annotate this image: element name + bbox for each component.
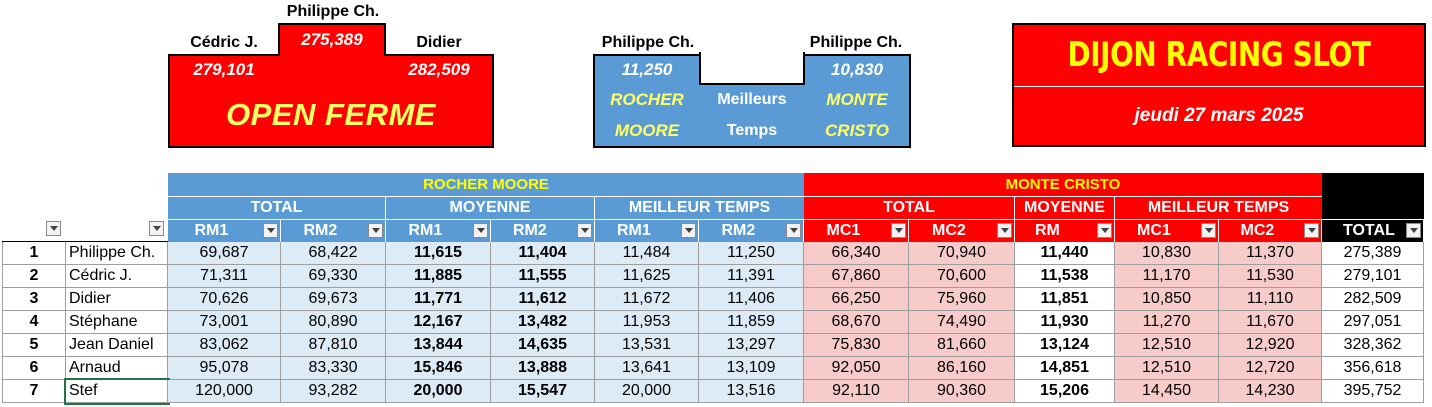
value-cell: 14,635 [491,334,595,357]
value-cell: 14,450 [1115,380,1219,403]
best-times-left-track-1: ROCHER [610,90,684,109]
value-cell: 14,230 [1219,380,1322,403]
value-cell: 90,360 [909,380,1015,403]
value-cell: 20,000 [595,380,699,403]
subheader-moyenne-mc [1015,197,1114,219]
value-cell: 83,062 [168,334,281,357]
group-header-monte-cristo-label: MONTE CRISTO [1005,176,1121,193]
value-cell: 11,612 [491,288,595,311]
value-cell: 13,516 [699,380,804,403]
group-header-rocher-moore-label: ROCHER MOORE [423,176,549,193]
filter-dropdown-button[interactable] [1406,223,1421,238]
podium-second-name: Cédric J. [190,34,258,51]
value-cell: 75,960 [909,288,1015,311]
value-cell: 73,001 [168,311,281,334]
value-cell: 13,641 [595,357,699,380]
subheader-total-mc [804,197,1014,219]
column-header-label: RM [1035,222,1060,239]
value-cell: 74,490 [909,311,1015,334]
driver-name-cell: Stéphane [66,311,168,334]
value-cell: 11,625 [595,265,699,288]
value-cell: 12,920 [1219,334,1322,357]
value-cell: 70,626 [168,288,281,311]
value-cell: 11,270 [1115,311,1219,334]
subheader-moyenne-rm-label: MOYENNE [449,199,531,216]
value-cell: 80,890 [281,311,386,334]
rank-cell: 6 [2,357,66,380]
club-divider [1014,86,1424,87]
subheader-total-rm [168,197,385,219]
value-cell: 356,618 [1322,357,1424,380]
filter-dropdown-button[interactable] [473,223,488,238]
value-cell: 395,752 [1322,380,1424,403]
value-cell: 66,250 [804,288,909,311]
filter-dropdown-button[interactable] [891,223,906,238]
podium-first-name: Philippe Ch. [286,3,380,20]
best-times-notch [699,52,805,85]
filter-dropdown-button[interactable] [786,223,801,238]
value-cell: 11,110 [1219,288,1322,311]
column-header-label: TOTAL [1343,222,1395,239]
value-cell: 11,672 [595,288,699,311]
value-cell: 68,670 [804,311,909,334]
value-cell: 279,101 [1322,265,1424,288]
value-cell: 81,660 [909,334,1015,357]
best-times-right-name: Philippe Ch. [809,34,903,51]
value-cell: 86,160 [909,357,1015,380]
subheader-total-mc-label: TOTAL [883,199,935,216]
subheader-total-rm-label: TOTAL [250,199,303,216]
subheader-best-rm [595,197,804,219]
value-cell: 11,851 [1015,288,1115,311]
value-cell: 12,510 [1115,334,1219,357]
value-cell: 15,206 [1015,380,1115,403]
column-header-label: MC2 [1240,222,1275,239]
best-times-left-time: 11,250 [621,60,673,79]
value-cell: 95,078 [168,357,281,380]
value-cell: 12,167 [386,311,491,334]
subheader-moyenne-rm [386,197,594,219]
rank-cell: 4 [2,311,66,334]
value-cell: 11,404 [491,242,595,265]
value-cell: 15,846 [386,357,491,380]
column-header-label: MC2 [932,222,966,239]
value-cell: 75,830 [804,334,909,357]
filter-dropdown-button[interactable] [1201,223,1216,238]
driver-name-cell: Arnaud [66,357,168,380]
header-divider [385,197,386,219]
header-divider [1114,197,1115,219]
driver-name-cell: Cédric J. [66,265,168,288]
value-cell: 70,600 [909,265,1015,288]
value-cell: 11,538 [1015,265,1115,288]
value-cell: 328,362 [1322,334,1424,357]
value-cell: 93,282 [281,380,386,403]
value-cell: 11,670 [1219,311,1322,334]
value-cell: 13,888 [491,357,595,380]
driver-name-cell: Stef [66,380,168,403]
subheader-best-mc-label: MEILLEUR TEMPS [1147,199,1290,216]
group-header-rocher-moore [168,173,804,196]
podium-joint [280,52,384,58]
best-times-right-time: 10,830 [831,60,883,79]
value-cell: 92,050 [804,357,909,380]
value-cell: 275,389 [1322,242,1424,265]
value-cell: 66,340 [804,242,909,265]
filter-dropdown-button[interactable] [997,223,1012,238]
best-times-label-1: Meilleurs [717,91,787,108]
value-cell: 13,297 [699,334,804,357]
filter-dropdown-button[interactable] [1304,223,1319,238]
club-name: DIJON RACING SLOT [1067,35,1371,75]
filter-dropdown-button[interactable] [368,223,383,238]
podium-third-time: 282,509 [408,60,470,79]
value-cell: 92,110 [804,380,909,403]
filter-dropdown-button[interactable] [1097,223,1112,238]
value-cell: 11,484 [595,242,699,265]
best-times-label-2: Temps [726,122,778,139]
value-cell: 67,860 [804,265,909,288]
value-cell: 69,673 [281,288,386,311]
best-times-right-track-1: MONTE [826,90,888,109]
value-cell: 11,440 [1015,242,1115,265]
value-cell: 11,930 [1015,311,1115,334]
subheader-best-rm-label: MEILLEUR TEMPS [628,199,771,216]
subheader-best-mc [1115,197,1322,219]
value-cell: 10,850 [1115,288,1219,311]
value-cell: 13,124 [1015,334,1115,357]
value-cell: 11,859 [699,311,804,334]
podium-second-time: 279,101 [193,60,255,79]
header-divider [594,197,595,219]
value-cell: 282,509 [1322,288,1424,311]
filter-dropdown-button[interactable] [577,223,592,238]
header-divider [1014,197,1015,219]
value-cell: 12,510 [1115,357,1219,380]
value-cell: 11,530 [1219,265,1322,288]
header-hline [168,196,1322,197]
column-header-label: RM2 [513,222,547,239]
left-header-blank [2,220,168,242]
filter-dropdown-button[interactable] [681,223,696,238]
best-times-left-name: Philippe Ch. [601,34,695,51]
value-cell: 20,000 [386,380,491,403]
value-cell: 15,547 [491,380,595,403]
column-header-label: RM1 [408,222,443,239]
value-cell: 10,830 [1115,242,1219,265]
value-cell: 87,810 [281,334,386,357]
rank-cell: 5 [2,334,66,357]
rank-cell: 3 [2,288,66,311]
driver-name-cell: Jean Daniel [66,334,168,357]
event-date: jeudi 27 mars 2025 [1134,105,1304,126]
value-cell: 70,940 [909,242,1015,265]
rank-cell: 2 [2,265,66,288]
total-header-block [1322,173,1424,219]
value-cell: 11,555 [491,265,595,288]
value-cell: 68,422 [281,242,386,265]
value-cell: 69,687 [168,242,281,265]
value-cell: 12,720 [1219,357,1322,380]
column-header-label: RM2 [721,222,756,239]
value-cell: 69,330 [281,265,386,288]
best-times-left-track-2: MOORE [614,121,680,140]
value-cell: 13,531 [595,334,699,357]
filter-dropdown-button[interactable] [263,223,278,238]
subheader-moyenne-mc-label: MOYENNE [1024,199,1105,216]
value-cell: 14,851 [1015,357,1115,380]
column-header-label: RM2 [303,222,338,239]
value-cell: 11,250 [699,242,804,265]
podium-first-time: 275,389 [301,30,363,49]
column-header-label: RM1 [194,222,229,239]
value-cell: 83,330 [281,357,386,380]
value-cell: 13,482 [491,311,595,334]
value-cell: 11,391 [699,265,804,288]
rank-cell: 7 [2,380,66,403]
value-cell: 71,311 [168,265,281,288]
club-title-box [1012,23,1426,147]
column-header-label: MC1 [1137,222,1171,239]
value-cell: 11,771 [386,288,491,311]
value-cell: 120,000 [168,380,281,403]
podium-event-title: OPEN FERME [226,97,436,132]
column-header-label: RM1 [617,222,651,239]
best-times-right-track-2: CRISTO [825,121,889,140]
value-cell: 11,370 [1219,242,1322,265]
value-cell: 13,844 [386,334,491,357]
value-cell: 11,885 [386,265,491,288]
driver-name-cell: Philippe Ch. [66,242,168,265]
driver-name-cell: Didier [66,288,168,311]
value-cell: 11,406 [699,288,804,311]
column-header-label: MC1 [826,222,861,239]
group-header-monte-cristo [804,173,1322,196]
rank-cell: 1 [2,242,66,265]
value-cell: 297,051 [1322,311,1424,334]
value-cell: 11,615 [386,242,491,265]
value-cell: 11,170 [1115,265,1219,288]
value-cell: 11,953 [595,311,699,334]
value-cell: 13,109 [699,357,804,380]
podium-third-name: Didier [416,34,462,51]
